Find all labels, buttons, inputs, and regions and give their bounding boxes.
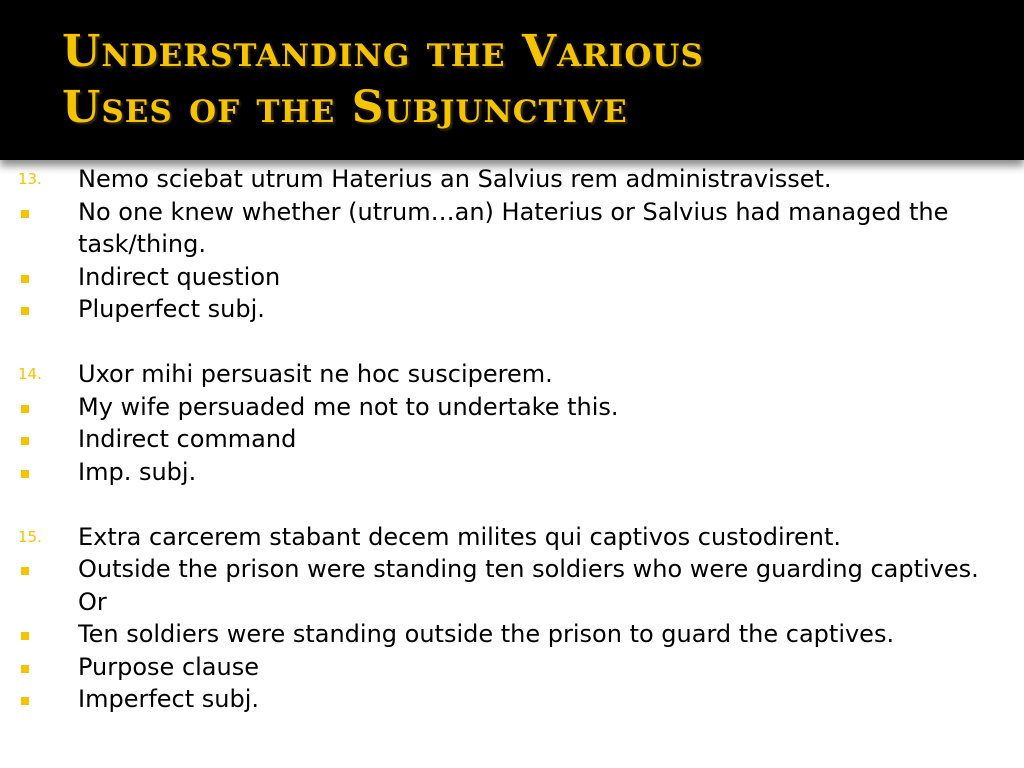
item-number: 14. xyxy=(18,365,42,383)
square-bullet-icon xyxy=(21,697,29,705)
spacer xyxy=(0,488,1024,521)
bullet-item xyxy=(0,423,1024,456)
construction-text: Purpose clause xyxy=(78,652,259,681)
numbered-item-13 xyxy=(0,163,1024,196)
square-bullet-icon xyxy=(21,470,29,478)
item-number: 13. xyxy=(18,170,42,188)
tense-text: Imperfect subj. xyxy=(78,685,260,713)
square-bullet-icon xyxy=(21,437,29,445)
square-bullet-icon xyxy=(21,632,29,640)
bullet-item xyxy=(0,456,1024,489)
construction-text: Indirect question xyxy=(78,262,281,291)
square-bullet-icon xyxy=(21,405,29,413)
construction-text: Indirect command xyxy=(78,425,297,453)
item-number: 15. xyxy=(18,527,42,546)
title-band xyxy=(0,0,1024,160)
spacer xyxy=(0,326,1024,359)
square-bullet-icon xyxy=(21,665,29,673)
translation-text: Outside the prison were standing ten soldiers who were guarding captives. Or xyxy=(78,555,979,616)
tense-text: Pluperfect subj. xyxy=(78,295,265,323)
slide-content-list xyxy=(0,163,1024,716)
numbered-item-15 xyxy=(0,521,1024,554)
bullet-item xyxy=(0,391,1024,424)
slide-title xyxy=(62,24,1012,136)
square-bullet-icon xyxy=(21,275,29,283)
bullet-item xyxy=(0,683,1024,716)
bullet-item xyxy=(0,553,1024,618)
translation-text: Ten soldiers were standing outside the prison to guard the captives. xyxy=(78,620,895,648)
tense-text: Imp. subj. xyxy=(78,457,197,486)
latin-sentence: Nemo sciebat utrum Haterius an Salvius rem administravisset. xyxy=(78,165,832,193)
bullet-item xyxy=(0,651,1024,684)
square-bullet-icon xyxy=(21,567,29,575)
bullet-item xyxy=(0,261,1024,294)
slide-title-line-1: Understanding the Various xyxy=(62,26,704,77)
square-bullet-icon xyxy=(21,210,29,218)
numbered-item-14 xyxy=(0,358,1024,391)
latin-sentence: Extra carcerem stabant decem milites qui captivos custodirent. xyxy=(78,522,842,551)
slide-title-line-2: Uses of the Subjunctive xyxy=(62,82,628,133)
bullet-item xyxy=(0,196,1024,261)
bullet-item xyxy=(0,293,1024,326)
latin-sentence: Uxor mihi persuasit ne hoc susciperem. xyxy=(78,360,553,388)
translation-text: My wife persuaded me not to undertake this. xyxy=(78,392,619,421)
square-bullet-icon xyxy=(21,307,29,315)
translation-text: No one knew whether (utrum…an) Haterius or Salvius had managed the task/thing. xyxy=(78,197,949,258)
bullet-item xyxy=(0,618,1024,651)
